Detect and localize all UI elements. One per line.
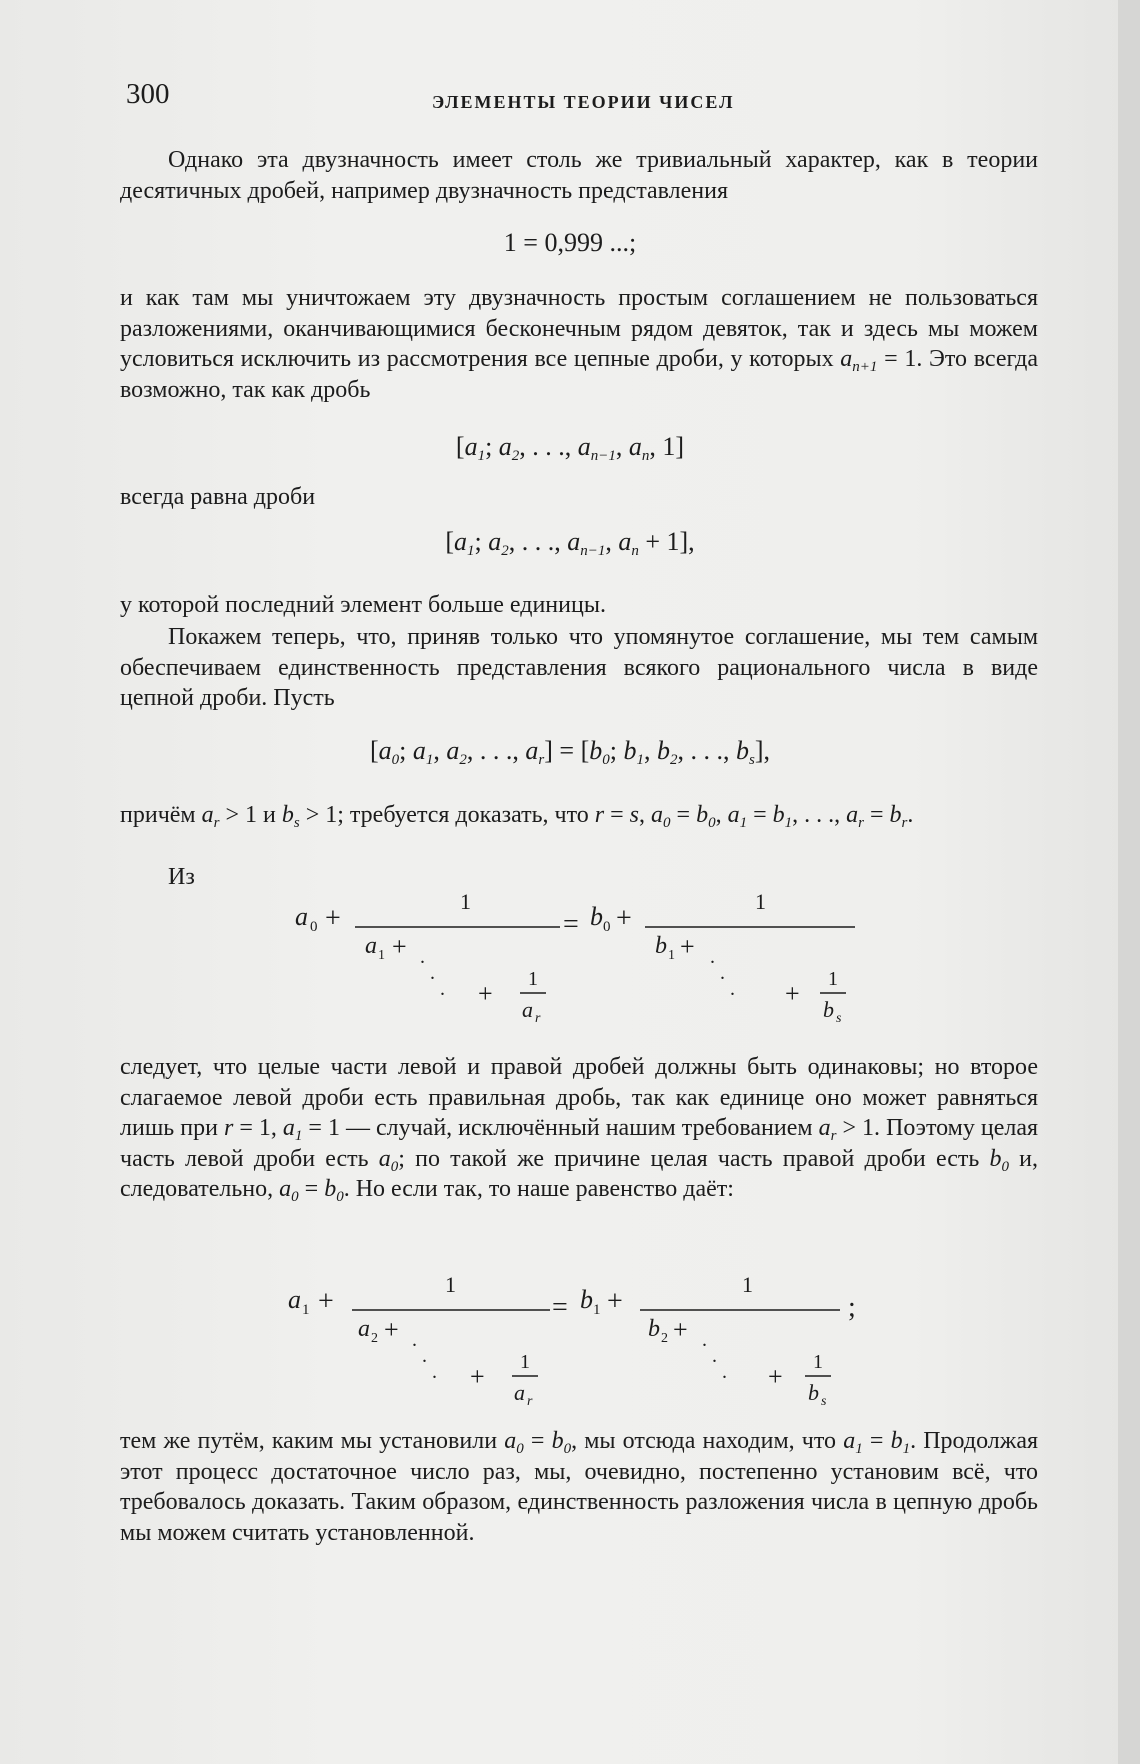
svg-text:a: a xyxy=(522,997,533,1022)
svg-text:a: a xyxy=(288,1285,301,1314)
continued-fraction-formula-1 xyxy=(280,885,880,1035)
svg-text:a: a xyxy=(295,902,308,931)
svg-text:1: 1 xyxy=(813,1351,823,1373)
paragraph-7: Из xyxy=(168,864,195,890)
svg-text:s: s xyxy=(836,1011,842,1026)
svg-text:1: 1 xyxy=(593,1302,601,1318)
svg-text:+: + xyxy=(768,1362,783,1391)
svg-text:;: ; xyxy=(848,1292,856,1323)
svg-text:s: s xyxy=(821,1394,827,1409)
scan-edge xyxy=(1118,0,1140,1764)
svg-text:r: r xyxy=(527,1394,533,1409)
svg-text:1: 1 xyxy=(520,1351,530,1373)
svg-text:+: + xyxy=(384,1315,399,1344)
svg-text:.: . xyxy=(412,1329,417,1351)
formula-decimal: 1 = 0,999 ...; xyxy=(503,228,637,257)
paragraph-6: причём $a_r > 1$ и $b_s > 1$; требуется доказать, что r = s, $a_0 = b_0$, $a_1 = b_1$, . . ., $a_r = b_r$. xyxy=(120,802,914,831)
svg-text:r: r xyxy=(535,1011,541,1026)
svg-text:1: 1 xyxy=(378,948,385,963)
svg-text:.: . xyxy=(432,1361,437,1383)
svg-text:2: 2 xyxy=(661,1331,668,1346)
svg-text:.: . xyxy=(710,946,715,968)
svg-text:+: + xyxy=(478,979,493,1008)
svg-text:+: + xyxy=(673,1315,688,1344)
page-number: 300 xyxy=(126,78,170,110)
svg-text:=: = xyxy=(552,1292,568,1323)
svg-text:b: b xyxy=(655,933,667,959)
svg-text:+: + xyxy=(470,1362,485,1391)
svg-text:1: 1 xyxy=(528,968,538,990)
svg-text:b: b xyxy=(808,1380,819,1405)
paragraph-8: следует, что целые части левой и правой дробей должны быть одинаковы; но второе слагаемое левой дроби есть правильная дробь, так как единице оно может равняться лишь при r = 1, $a_1 = 1$ — случай, исключённый нашим требованием $a_r > 1$. Поэтому целая часть левой дроби есть $a_0$; по такой же причине целая часть правой дроби есть $b_0$ и, следовательно, $a_0 = b_0$. Но если так, то наше равенство даёт: xyxy=(120,1054,1039,1205)
svg-text:b: b xyxy=(648,1316,660,1342)
svg-text:+: + xyxy=(616,903,632,934)
paragraph-9: тем же путём, каким мы установили $a_0 = b_0$, мы отсюда находим, что $a_1 = b_1$. Продолжая этот процесс достаточное число раз, мы, очевидно, постепенно установим всё, что требовалось доказать. Таким образом, единственность разложения числа в цепную дробь мы можем считать установленной. xyxy=(120,1428,1039,1546)
svg-text:+: + xyxy=(607,1286,623,1317)
svg-text:0: 0 xyxy=(310,919,318,935)
running-title: ЭЛЕМЕНТЫ ТЕОРИИ ЧИСЕЛ xyxy=(432,92,735,112)
svg-text:0: 0 xyxy=(603,919,611,935)
svg-text:.: . xyxy=(722,1361,727,1383)
svg-text:.: . xyxy=(430,962,435,984)
svg-text:b: b xyxy=(580,1285,593,1314)
svg-text:+: + xyxy=(680,932,695,961)
svg-text:1: 1 xyxy=(460,889,471,914)
svg-text:a: a xyxy=(358,1316,370,1342)
svg-text:1: 1 xyxy=(668,948,675,963)
svg-text:a: a xyxy=(514,1380,525,1405)
svg-text:1: 1 xyxy=(302,1302,310,1318)
formula-equality: [$a_0$; $a_1$, $a_2$, . . ., $a_r] = [b_0$; $b_1$, $b_2$, . . ., $b_s$], xyxy=(370,736,770,768)
svg-text:+: + xyxy=(325,903,341,934)
svg-text:b: b xyxy=(590,902,603,931)
continued-fraction-formula-2 xyxy=(280,1268,880,1418)
svg-text:2: 2 xyxy=(371,1331,378,1346)
svg-text:.: . xyxy=(730,978,735,1000)
svg-text:+: + xyxy=(392,932,407,961)
paragraph-5: Покажем теперь, что, приняв только что упомянутое соглашение, мы тем самым обеспечиваем единственность представления всякого рационального числа в виде цепной дроби. Пусть xyxy=(120,624,1038,711)
svg-text:.: . xyxy=(702,1329,707,1351)
svg-text:+: + xyxy=(785,979,800,1008)
svg-text:a: a xyxy=(365,933,377,959)
svg-text:1: 1 xyxy=(445,1272,456,1297)
svg-text:.: . xyxy=(420,946,425,968)
svg-text:1: 1 xyxy=(755,889,766,914)
svg-text:1: 1 xyxy=(742,1272,753,1297)
svg-text:b: b xyxy=(823,997,834,1022)
svg-text:.: . xyxy=(720,962,725,984)
svg-text:=: = xyxy=(563,909,579,940)
paragraph-4: у которой последний элемент больше единицы. xyxy=(120,592,606,618)
svg-text:1: 1 xyxy=(828,968,838,990)
paragraph-3: всегда равна дроби xyxy=(120,484,316,510)
formula-cf-1: [$a_1$; $a_2$, . . ., $a_{n-1}$, $a_n$, 1] xyxy=(455,432,685,464)
svg-text:.: . xyxy=(712,1345,717,1367)
paragraph-1: Однако эта двузначность имеет столь же тривиальный характер, как в теории десятичных дробей, например двузначность представления xyxy=(120,147,1038,204)
svg-text:.: . xyxy=(440,978,445,1000)
svg-text:+: + xyxy=(318,1286,334,1317)
svg-text:.: . xyxy=(422,1345,427,1367)
paragraph-2: и как там мы уничтожаем эту двузначность простым соглашением не пользоваться разложениями, оканчивающимися бесконечным рядом девяток, так и здесь мы можем условиться исключить из рассмотрения все цепные дроби, у которых $a_{n+1} = 1$. Это всегда возможно, так как дробь xyxy=(120,285,1039,403)
formula-cf-2: [$a_1$; $a_2$, . . ., $a_{n-1}$, $a_n + 1$], xyxy=(445,527,695,559)
